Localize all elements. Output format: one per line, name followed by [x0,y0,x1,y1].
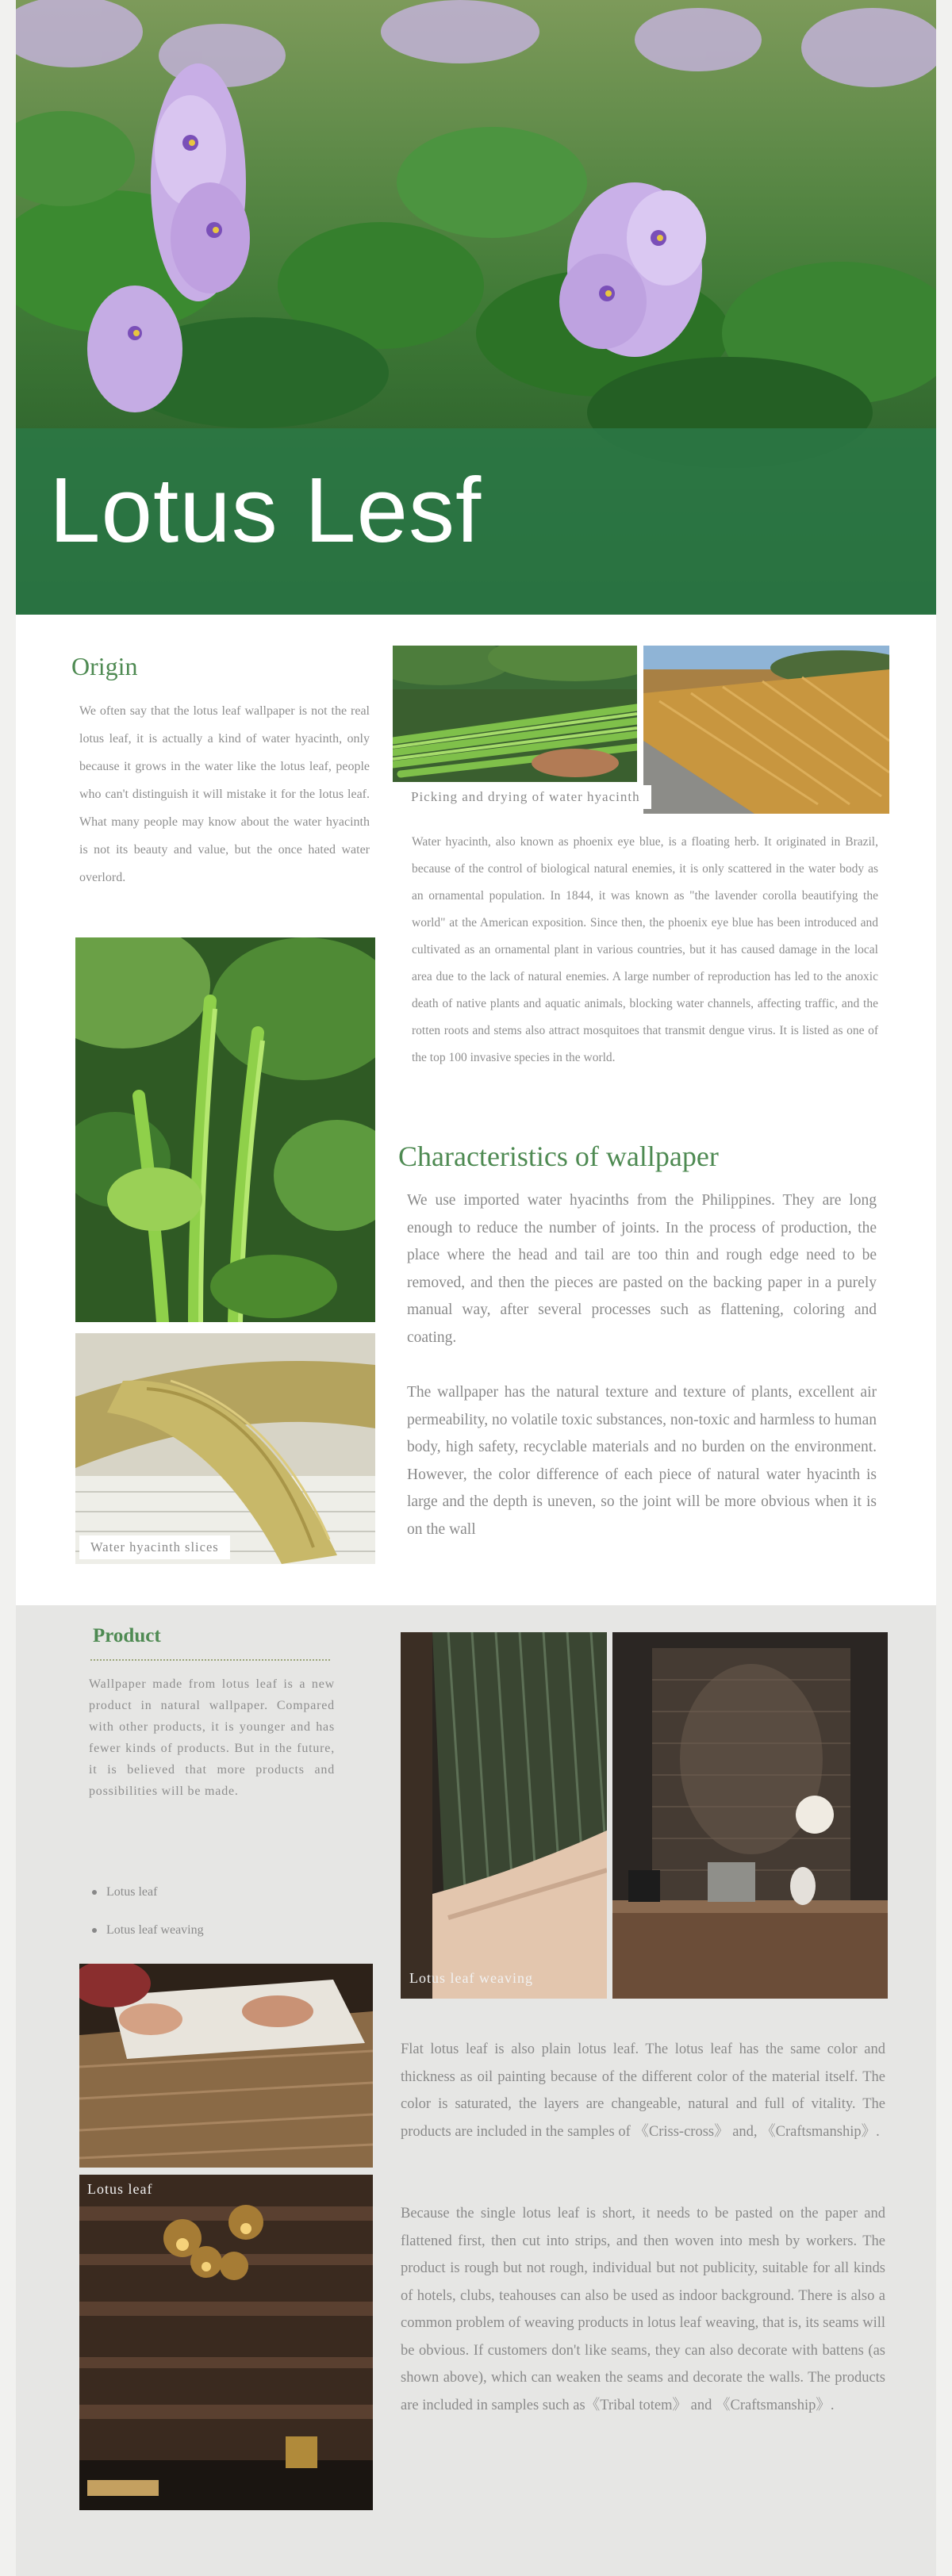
product-list-item: Lotus leaf [89,1873,204,1911]
lotus-leaf-room-photo [79,2175,373,2510]
product-intro: Wallpaper made from lotus leaf is a new product in natural wallpaper. Compared with other products, it is younger and has fewer kinds of products. But in the future, it is believed that more products and possibilities will be made. [89,1677,335,1798]
hero-banner [16,0,936,615]
picking-hyacinth-image [393,646,637,782]
room-interior-image [612,1632,888,1999]
product-paragraph-2: Because the single lotus leaf is short, it needs to be pasted on the paper and flattened first, then cut into strips, and then woven into mesh by workers. The product is rough but not rough, individual but not publicity, suitable for all kinds of hotels, clubs, teahouses can also be used as indoor background. There is also a common problem of weaving products in lotus leaf weaving, that is, its seams will be obvious. If customers don't like seams, they can also decorate with battens (as shown above), which can weaken the seams and decorate the walls. The products are included in samples such as《Tribal totem》 and 《Craftsmanship》. [401,2206,885,2413]
origin-paragraph: We often say that the lotus leaf wallpaper is not the real lotus leaf, it is actually a kind of water hyacinth, only because it grows in the water like the lotus leaf, people who can't distinguish it will mistake it for the lotus leaf. What many people may know about the water hyacinth is not its beauty and value, but the once hated water overlord. [79,704,370,884]
hero-title: Lotus Lesf [49,458,482,562]
product-heading-divider [90,1659,330,1661]
weaving-photo-label: Lotus leaf weaving [409,1970,533,1986]
workers-weaving-image [79,1964,373,2168]
hyacinth-slices-photo [75,1333,375,1564]
product-paragraph-1: Flat lotus leaf is also plain lotus leaf. The lotus leaf has the same color and thickness as oil painting because of the different color of the material itself. The color is saturated, the layers are changeable, natural and full of vitality. The products are included in the samples of 《Criss-cross》 and, 《Craftsmanship》. [401,2041,885,2140]
hyacinth-stems-image [75,937,375,1322]
product-list-item: Lotus leaf weaving [89,1911,204,1949]
drying-hyacinth-image [643,646,889,814]
drying-hyacinth-photo [643,646,889,814]
lotus-leaf-room-image [79,2175,373,2510]
characteristics-paragraph-1: We use imported water hyacinths from the Philippines. They are long enough to reduce the number of joints. In the process of production, the place where the head and tail are too thin and rough edge need to be removed, and then the pieces are pasted on the backing paper in a purely manual way, after several processes such as flattening, coloring and coating. [407,1192,877,1346]
characteristics-paragraph-2: The wallpaper has the natural texture and texture of plants, excellent air permeability, no volatile toxic substances, non-toxic and harmless to human body, high safety, recyclable materials and no burden on the environment. However, the color difference of each piece of natural water hyacinth is large and the depth is uneven, so the joint will be more obvious when it is on the wall [407,1384,877,1538]
hyacinth-paragraph: Water hyacinth, also known as phoenix eye blue, is a floating herb. It originated in Brazil, because of the control of biological natural enemies, it is only scattered in the water body as an ornamental population. In 1844, it was known as "the lavender corolla beautifying the world" at the American exposition. Since then, the phoenix eye blue has been introduced and cultivated as an ornamental plant in various countries, but it has caused damage in the local area due to the lack of natural enemies. A large number of reproduction has led to the anoxic death of native plants and aquatic animals, blocking water channels, affecting traffic, and the rotten roots and stems also attract mosquitoes that transmit dengue virus. It is listed as one of the top 100 invasive species in the world. [412,835,878,1064]
hyacinth-slices-image [75,1333,375,1564]
characteristics-heading: Characteristics of wallpaper [398,1140,719,1172]
leaf-photo-label: Lotus leaf [87,2181,153,2197]
room-interior-photo [612,1632,888,1999]
product-heading: Product [93,1625,161,1646]
picking-hyacinth-photo [393,646,637,782]
slices-caption: Water hyacinth slices [79,1535,230,1559]
hyacinth-stems-photo [75,937,375,1322]
lotus-leaf-weaving-photo [401,1632,607,1999]
picking-drying-caption: Picking and drying of water hyacinth [400,785,651,809]
product-list [89,1873,204,1949]
origin-heading: Origin [71,652,138,680]
lotus-leaf-weaving-image [401,1632,607,1999]
workers-weaving-photo [79,1964,373,2168]
